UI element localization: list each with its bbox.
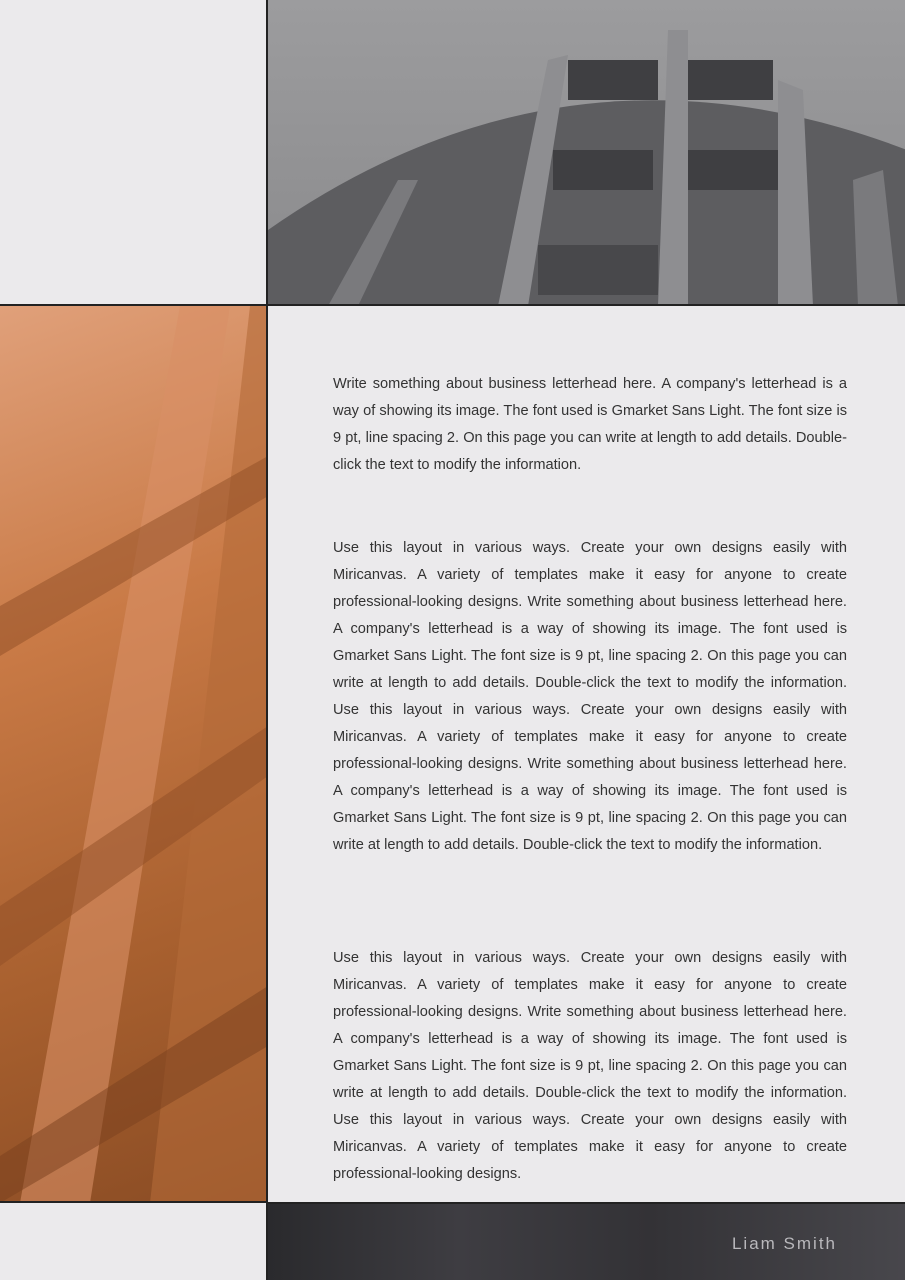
top-left-panel (0, 0, 267, 306)
paragraph-1: Write something about business letterhead here. A company's letterhead is a way of showing its image. The font used is Gmarket Sans Light. The font size is 9 pt, line spacing 2. On this page you can write at length to add details. Double-click the text to modify the information. (333, 376, 847, 473)
building-photo-orange (0, 306, 268, 1203)
building-illustration-orange (0, 306, 268, 1203)
body-text (333, 0, 847, 1200)
paragraph-2: Use this layout in various ways. Create your own designs easily with Miricanvas. A variety of templates make it easy for anyone to create professional-looking designs. Write something about business letterhead here. A company's letterhead is a way of showing its image. The font used is Gmarket Sans Light. The font size is 9 pt, line spacing 2. On this page you can write at length to add details. Double-click the text to modify the information. Use this layout in various ways. Create your own designs easily with Miricanvas. A variety of templates make it easy for anyone to create professional-looking designs. Write something about business letterhead here. A company's letterhead is a way of showing its image. The font used is Gmarket Sans Light. The font size is 9 pt, line spacing 2. On this page you can write at length to add details. Double-click the text to modify the information. (333, 540, 847, 853)
footer-photo (266, 1202, 905, 1280)
bottom-left-panel (0, 1203, 266, 1280)
paragraph-3: Use this layout in various ways. Create your own designs easily with Miricanvas. A variety of templates make it easy for anyone to create professional-looking designs. Write something about business letterhead here. A company's letterhead is a way of showing its image. The font used is Gmarket Sans Light. The font size is 9 pt, line spacing 2. On this page you can write at length to add details. Double-click the text to modify the information. Use this layout in various ways. Create your own designs easily with Miricanvas. A variety of templates make it easy for anyone to create professional-looking designs. (333, 950, 847, 1182)
author-name: Liam Smith (731, 1234, 837, 1253)
